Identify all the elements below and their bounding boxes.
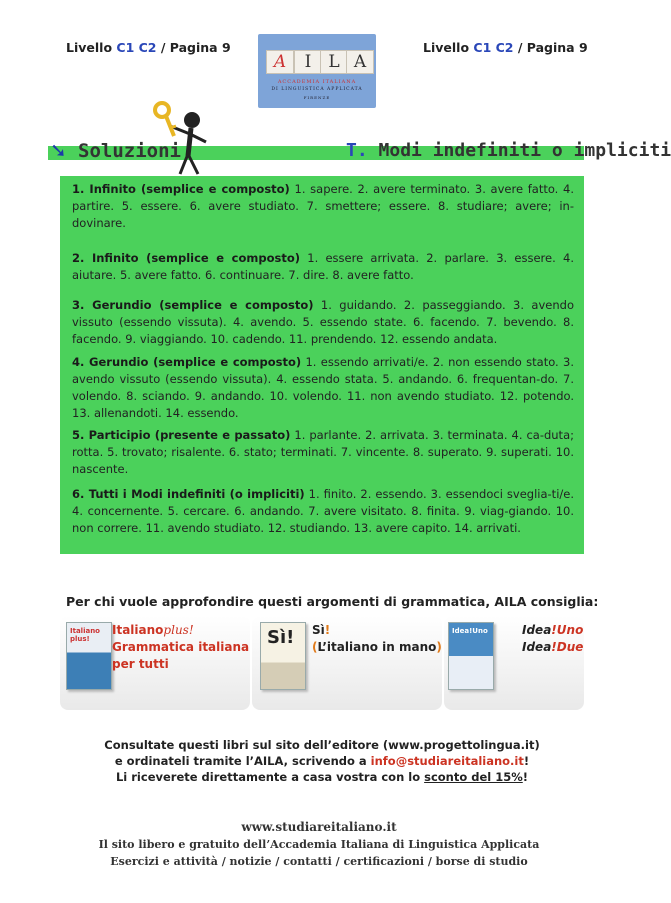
book-cover[interactable] <box>448 622 494 690</box>
idea-word: Idea <box>522 623 552 637</box>
book-idea[interactable] <box>444 616 584 710</box>
exercise-answers: 1. essendo arrivati/e. 2. non essendo stato. 3. avendo vissuto (essendo vissuta). 4. essendo stata. 5. andando. 6. frequentan-do. 7. volendo. 8. sciando. 9. andando. 10. volendo. 11. non avendo studiato. 12. potendo. 13. allenandoti. 14. essendo. <box>72 355 574 420</box>
level-c2: C2 <box>138 40 157 55</box>
footer-tagline: Il sito libero e gratuito dell’Accademia Italiana di Linguistica Applicata <box>98 838 540 851</box>
arrow-down-right-icon: ➘ <box>50 138 67 162</box>
book-title-main: Sì <box>312 623 325 637</box>
idea-uno: Uno <box>556 623 584 637</box>
book-title <box>112 622 194 639</box>
page-suffix: / Pagina 9 <box>513 40 588 55</box>
section-title-text: Modi indefiniti o impliciti <box>367 140 671 161</box>
paren-close: ) <box>436 640 442 654</box>
consult-line-2 <box>60 753 584 769</box>
book-title <box>312 622 330 639</box>
cover-title: Italiano plus! <box>70 627 100 643</box>
logo-letter: L <box>320 50 348 74</box>
solutions-label: Soluzioni <box>78 140 181 162</box>
book-italiano-plus[interactable] <box>60 616 250 710</box>
consult-line-1: Consultate questi libri sul sito dell’editore (www.progettolingua.it) <box>104 738 540 752</box>
book-title-plus: plus! <box>163 623 194 637</box>
exercise-solution <box>72 250 574 284</box>
exercise-heading: 6. Tutti i Modi indefiniti (o impliciti) <box>72 487 305 501</box>
discount-text: sconto del 15% <box>424 770 523 784</box>
book-cover[interactable] <box>260 622 306 690</box>
exercise-answers: 1. sapere. 2. avere terminato. 3. avere fatto. 4. partire. 5. essere. 6. avere studiato. 7. smettere; essere. 8. studiare; avere; in-dovinare. <box>72 182 574 230</box>
logo-line-2: DI LINGUISTICA APPLICATA <box>271 87 363 92</box>
idea-due: Due <box>556 640 584 654</box>
stick-figure-with-key-icon <box>148 96 218 176</box>
exercise-solution <box>72 354 574 422</box>
level-prefix: Livello <box>66 40 117 55</box>
paren-open: ( <box>312 640 318 654</box>
book-cover[interactable] <box>66 622 112 690</box>
email-link[interactable]: info@studiareitaliano.it <box>370 754 524 768</box>
exercise-answers: 1. guidando. 2. passeggiando. 3. avendo vissuto (essendo vissuta). 4. avendo. 5. essendo state. 6. facendo. 7. bevendo. 8. facendo. 9. viaggiando. 10. cadendo. 11. prendendo. 12. essendo andata. <box>72 298 574 346</box>
exercise-answers: 1. essere arrivata. 2. parlare. 3. essere. 4. aiutare. 5. avere fatto. 6. continuare. 7. dire. 8. avere fatto. <box>72 251 574 282</box>
level-c2: C2 <box>495 40 514 55</box>
exercise-solution <box>72 427 574 478</box>
level-c1: C1 <box>116 40 135 55</box>
exercise-heading: 3. Gerundio (semplice e composto) <box>72 298 314 312</box>
exercise-solution <box>72 486 574 537</box>
book-title-due <box>522 639 583 656</box>
book-title-main: Italiano <box>112 623 164 637</box>
aila-logo <box>258 34 376 108</box>
page-suffix: / Pagina 9 <box>156 40 231 55</box>
level-c1: C1 <box>473 40 492 55</box>
consult-text <box>60 737 584 785</box>
idea-excl: ! <box>551 640 557 654</box>
book-subtitle-text: L’italiano in mano <box>317 640 437 654</box>
logo-line-3: FIRENZE <box>303 95 331 100</box>
exercise-heading: 1. Infinito (semplice e composto) <box>72 182 290 196</box>
footer-site-link[interactable]: www.studiareitaliano.it <box>241 820 397 834</box>
exercise-heading: 5. Participio (presente e passato) <box>72 428 291 442</box>
consult-line-2-end: ! <box>523 754 530 768</box>
exercise-heading: 2. Infinito (semplice e composto) <box>72 251 301 265</box>
logo-letter: A <box>346 50 374 74</box>
logo-letter: I <box>294 50 322 74</box>
section-title <box>346 140 671 161</box>
page-header-right <box>423 40 588 55</box>
level-prefix: Livello <box>423 40 474 55</box>
exercise-answers: 1. parlante. 2. arrivata. 3. terminata. 4. ca-duta; rotta. 5. trovato; risalente. 6. stato; terminati. 7. vincente. 8. superato. 9. superati. 10. nascente. <box>72 428 574 476</box>
logo-letter: A <box>266 50 294 74</box>
idea-word: Idea <box>522 640 552 654</box>
exercise-answers: 1. finito. 2. essendo. 3. essendoci sveglia-ti/e. 4. concernente. 5. cercare. 6. andando. 7. avere visitato. 8. finita. 9. viag-giando. 10. non correre. 11. avendo studiato. 12. studiando. 13. avere capito. 14. arrivati. <box>72 487 574 535</box>
book-subtitle-line-1: Grammatica italiana <box>112 640 250 654</box>
book-si[interactable] <box>252 616 442 710</box>
exercise-solution <box>72 181 574 232</box>
exercise-heading: 4. Gerundio (semplice e composto) <box>72 355 302 369</box>
book-subtitle <box>112 639 249 673</box>
page-header-left <box>66 40 231 55</box>
book-subtitle-line-2: per tutti <box>112 657 169 671</box>
consult-line-3-end: ! <box>522 770 529 784</box>
logo-line-1: ACCADEMIA ITALIANA <box>277 79 357 85</box>
book-subtitle <box>312 639 442 656</box>
cover-title: Idea!Uno <box>452 627 488 635</box>
advice-text: Per chi vuole approfondire questi argomenti di grammatica, AILA consiglia: <box>66 594 599 609</box>
cover-title: Sì! <box>267 627 295 648</box>
idea-excl: ! <box>551 623 557 637</box>
consult-line-3 <box>60 769 584 785</box>
consult-line-3-text: Li riceverete direttamente a casa vostra con lo <box>115 770 425 784</box>
book-title-excl: ! <box>324 623 331 637</box>
book-title-uno <box>522 622 583 639</box>
consult-line-2-text: e ordinateli tramite l’AILA, scrivendo a <box>114 754 371 768</box>
exercise-solution <box>72 297 574 348</box>
footer-sections: Esercizi e attività / notizie / contatti / certificazioni / borse di studio <box>110 855 528 868</box>
section-letter: T. <box>346 140 368 161</box>
